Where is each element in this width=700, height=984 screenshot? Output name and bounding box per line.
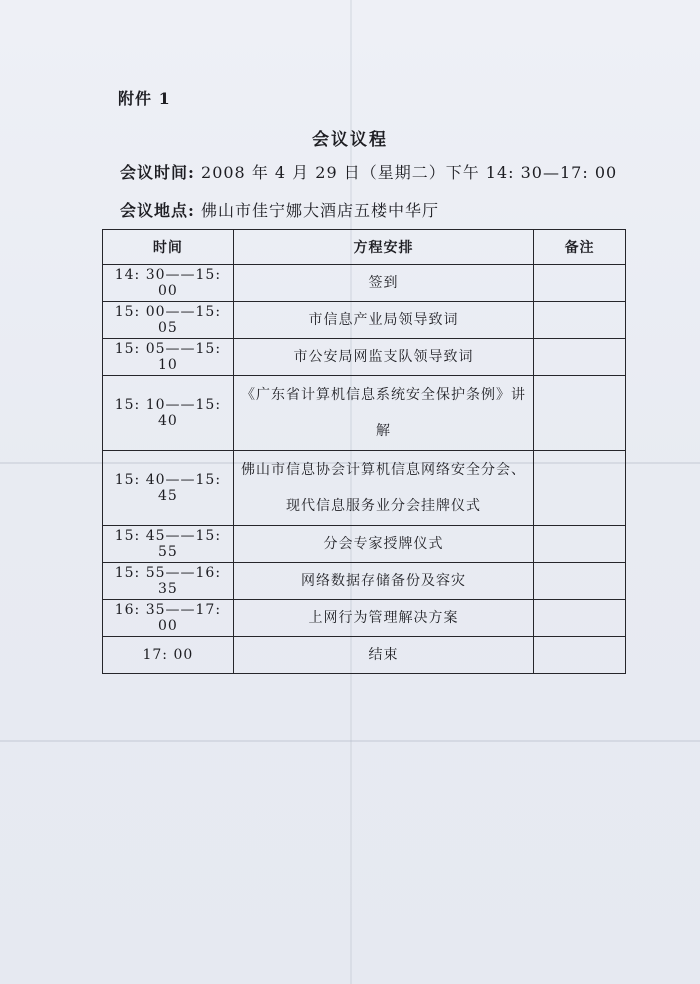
row-time: 17: 00: [103, 637, 234, 674]
table-row: [103, 376, 626, 451]
row-note: [534, 563, 626, 600]
row-item: 市公安局网监支队领导致词: [233, 339, 533, 376]
row-item: 网络数据存储备份及容灾: [233, 563, 533, 600]
header-program: 方程安排: [233, 230, 533, 265]
row-time: 14: 30——15: 00: [103, 265, 234, 302]
row-time: 15: 10——15: 40: [103, 376, 234, 451]
table-row: [103, 339, 626, 376]
row-item: 结束: [233, 637, 533, 674]
row-item: 分会专家授牌仪式: [233, 526, 533, 563]
row-item: 签到: [233, 265, 533, 302]
meeting-time-value: 2008 年 4 月 29 日（星期二）下午 14: 30—17: 00: [201, 163, 618, 182]
table-row: [103, 637, 626, 674]
row-note: [534, 451, 626, 526]
meeting-time-label: 会议时间:: [120, 163, 195, 182]
row-item: 上网行为管理解决方案: [233, 600, 533, 637]
meeting-place-label: 会议地点:: [120, 201, 195, 220]
row-note: [534, 637, 626, 674]
row-time: 16: 35——17: 00: [103, 600, 234, 637]
table-row: [103, 302, 626, 339]
meeting-time-line: [120, 160, 617, 183]
row-item: 市信息产业局领导致词: [233, 302, 533, 339]
table-row: [103, 265, 626, 302]
table-row: [103, 563, 626, 600]
attachment-label: 附件 1: [118, 89, 171, 108]
table-row: [103, 526, 626, 563]
row-note: [534, 376, 626, 451]
agenda-table: [102, 229, 626, 674]
row-time: 15: 00——15: 05: [103, 302, 234, 339]
row-time: 15: 55——16: 35: [103, 563, 234, 600]
page-title: 会议议程: [312, 130, 388, 150]
row-note: [534, 600, 626, 637]
row-time: 15: 40——15: 45: [103, 451, 234, 526]
meeting-place-line: [120, 198, 439, 221]
table-header-row: [103, 230, 626, 265]
table-row: [103, 451, 626, 526]
row-note: [534, 526, 626, 563]
row-time: 15: 45——15: 55: [103, 526, 234, 563]
row-time: 15: 05——15: 10: [103, 339, 234, 376]
row-item: 《广东省计算机信息系统安全保护条例》讲解: [233, 376, 533, 451]
table-row: [103, 600, 626, 637]
row-note: [534, 302, 626, 339]
row-item: 佛山市信息协会计算机信息网络安全分会、现代信息服务业分会挂牌仪式: [233, 451, 533, 526]
header-time: 时间: [103, 230, 234, 265]
row-note: [534, 339, 626, 376]
header-remarks: 备注: [534, 230, 626, 265]
meeting-place-value: 佛山市佳宁娜大酒店五楼中华厅: [201, 201, 440, 220]
row-note: [534, 265, 626, 302]
